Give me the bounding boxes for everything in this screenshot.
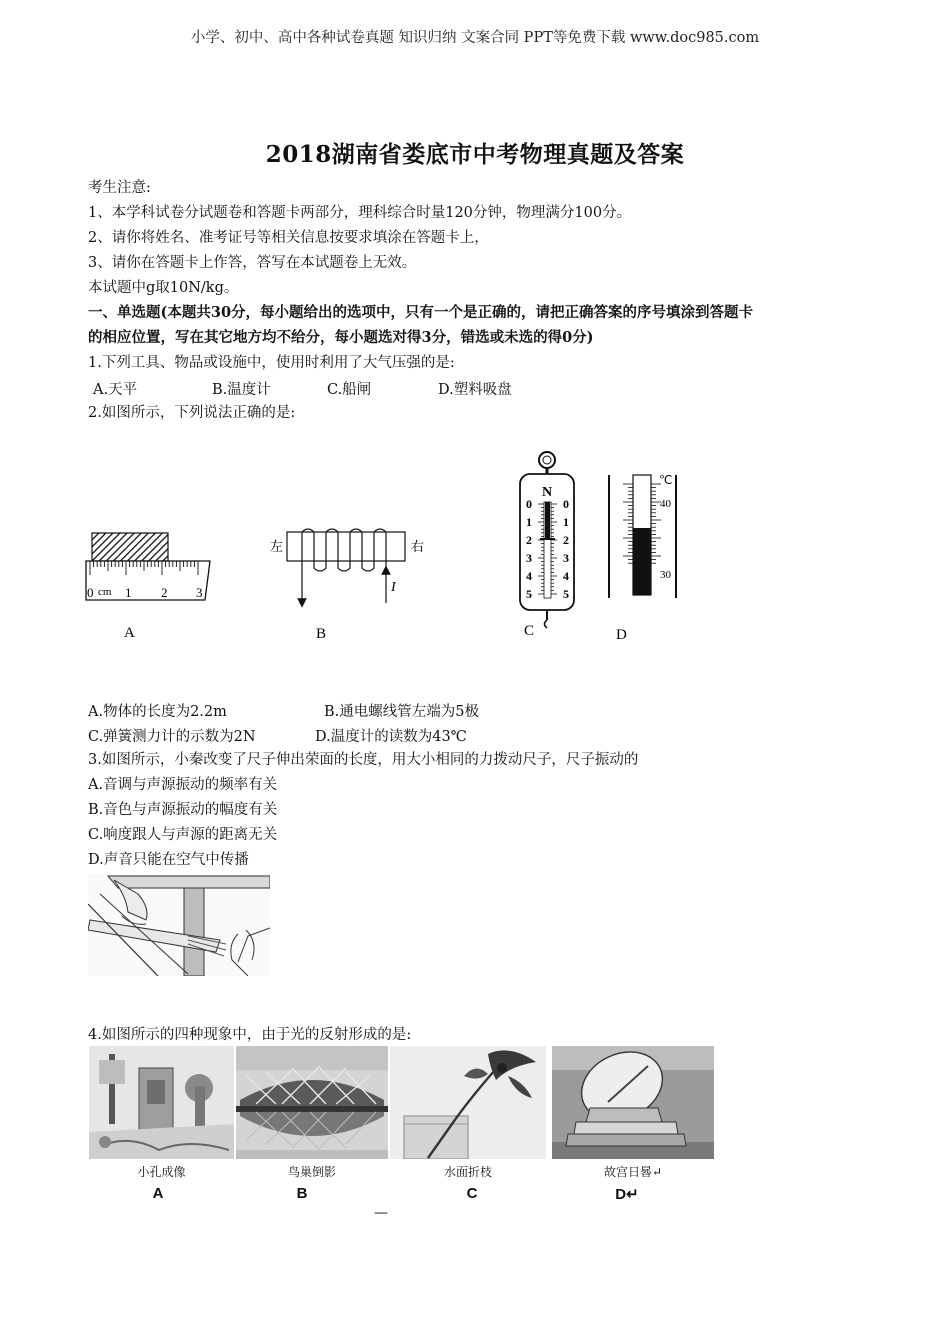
figure-a-ruler: [86, 533, 210, 600]
q4-caption-b: 鸟巢倒影: [287, 1165, 336, 1179]
q4-caption-d: 故宫日晷↵: [603, 1165, 663, 1179]
g-note: 本试题中g取10N/kg。: [88, 280, 239, 296]
figure-c-spring-scale: [520, 452, 574, 628]
scale-label-left: 4: [526, 569, 532, 583]
photo-bent-branch: [390, 1046, 546, 1159]
current-label: I: [391, 580, 396, 595]
site-header: 小学、初中、高中各种试卷真题 知识归纳 文案合同 PPT等免费下载 www.doc985.com: [190, 30, 760, 46]
q3-option-a: A.音调与声源振动的频率有关: [88, 777, 278, 793]
scale-label-right: 4: [563, 569, 569, 583]
ruler-tick-label-0: 0: [87, 585, 94, 600]
scale-label-left: 5: [526, 587, 532, 601]
scale-hook: [545, 620, 548, 628]
thermometer-liquid: [633, 528, 651, 595]
figure-label-c: C: [524, 623, 535, 639]
solenoid-left-label: 左: [270, 539, 284, 554]
q1-option-b: B.温度计: [212, 382, 271, 398]
q2-option-d: D.温度计的读数为43℃: [315, 729, 467, 745]
figure-label-d: D: [616, 627, 627, 643]
photo-pinhole: [89, 1046, 234, 1159]
scale-label-right: 3: [563, 551, 569, 565]
photo-sundial: [552, 1046, 714, 1159]
q3-ruler-photo: [88, 874, 270, 976]
q2-option-b: B.通电螺线管左端为5极: [324, 704, 479, 720]
figure-label-a: A: [124, 625, 135, 641]
scale-unit: N: [541, 485, 553, 500]
scale-label-right: 2: [563, 533, 569, 547]
figure-d-thermometer: [609, 473, 676, 598]
figure-label-b: B: [316, 626, 327, 642]
q2-figure: [0, 440, 950, 660]
scale-label-left: 0: [526, 497, 532, 511]
q1-options: [0, 378, 950, 398]
q4-caption-a: 小孔成像: [137, 1165, 186, 1179]
q2-option-a: A.物体的长度为2.2m: [88, 704, 227, 720]
page-title: 2018湖南省娄底市中考物理真题及答案: [265, 141, 685, 168]
q3-stem: 3.如图所示，小秦改变了尺子伸出荣面的长度，用大小相同的力拨动尺子，尺子振动的: [88, 752, 639, 768]
ruler-tick-label-2: 2: [161, 585, 168, 600]
scale-label-left: 3: [526, 551, 532, 565]
section-heading-line1: 一、单选题(本题共30分，每小题给出的选项中，只有一个是正确的，请把正确答案的序号填涂到答题卡: [88, 304, 754, 321]
scale-label-left: 2: [526, 533, 532, 547]
q3-option-b: B.音色与声源振动的幅度有关: [88, 802, 278, 818]
q2-stem: 2.如图所示，下列说法正确的是:: [88, 405, 296, 421]
notice-heading: 考生注意:: [88, 180, 151, 196]
q2-options-row2: [0, 725, 950, 745]
page-footer-mark: —: [374, 1205, 388, 1221]
section-heading-line2: 的相应位置，写在其它地方均不给分，每小题选对得3分，错选或未选的得0分): [88, 329, 594, 346]
q4-letter-c: C: [466, 1185, 478, 1202]
q4-letter-b: B: [296, 1185, 308, 1202]
q2-options-row1: [0, 700, 950, 720]
q1-stem: 1.下列工具、物品或设施中，使用时利用了大气压强的是:: [88, 355, 455, 371]
q4-letter-d: D↵: [615, 1186, 639, 1203]
photo-birds-nest: [236, 1046, 388, 1159]
notice-item-3: 3、请你在答题卡上作答，答写在本试题卷上无效。: [88, 255, 417, 271]
q4-stem: 4.如图所示的四种现象中，由于光的反射形成的是:: [88, 1027, 412, 1043]
notice-item-2: 2、请你将姓名、准考证号等相关信息按要求填涂在答题卡上，: [88, 230, 489, 246]
figure-b-solenoid: [270, 529, 424, 603]
measured-block: [92, 533, 168, 561]
thermometer-mark-30: 30: [660, 569, 671, 581]
ruler-tick-label-3: 3: [196, 585, 203, 600]
q3-option-d: D.声音只能在空气中传播: [88, 852, 249, 868]
q1-option-c: C.船闸: [327, 382, 372, 398]
q3-option-c: C.响度跟人与声源的距离无关: [88, 827, 278, 843]
thermometer-mark-40: 40: [660, 498, 671, 510]
scale-label-left: 1: [526, 515, 532, 529]
q1-option-d: D.塑料吸盘: [438, 382, 512, 398]
solenoid-core: [287, 532, 405, 561]
q2-option-c: C.弹簧测力计的示数为2N: [88, 729, 256, 745]
scale-label-right: 0: [563, 497, 569, 511]
thermometer-unit: ℃: [659, 473, 673, 487]
q1-option-a: A.天平: [93, 382, 138, 398]
q4-letter-a: A: [152, 1185, 164, 1202]
ruler-unit: cm: [98, 586, 112, 598]
scale-label-right: 5: [563, 587, 569, 601]
ruler-tick-label-1: 1: [125, 585, 132, 600]
q4-caption-c: 水面折枝: [443, 1165, 492, 1179]
scale-label-right: 1: [563, 515, 569, 529]
solenoid-right-label: 右: [411, 539, 425, 554]
notice-item-1: 1、本学科试卷分试题卷和答题卡两部分，理科综合时量120分钟，物理满分100分。: [88, 205, 632, 221]
